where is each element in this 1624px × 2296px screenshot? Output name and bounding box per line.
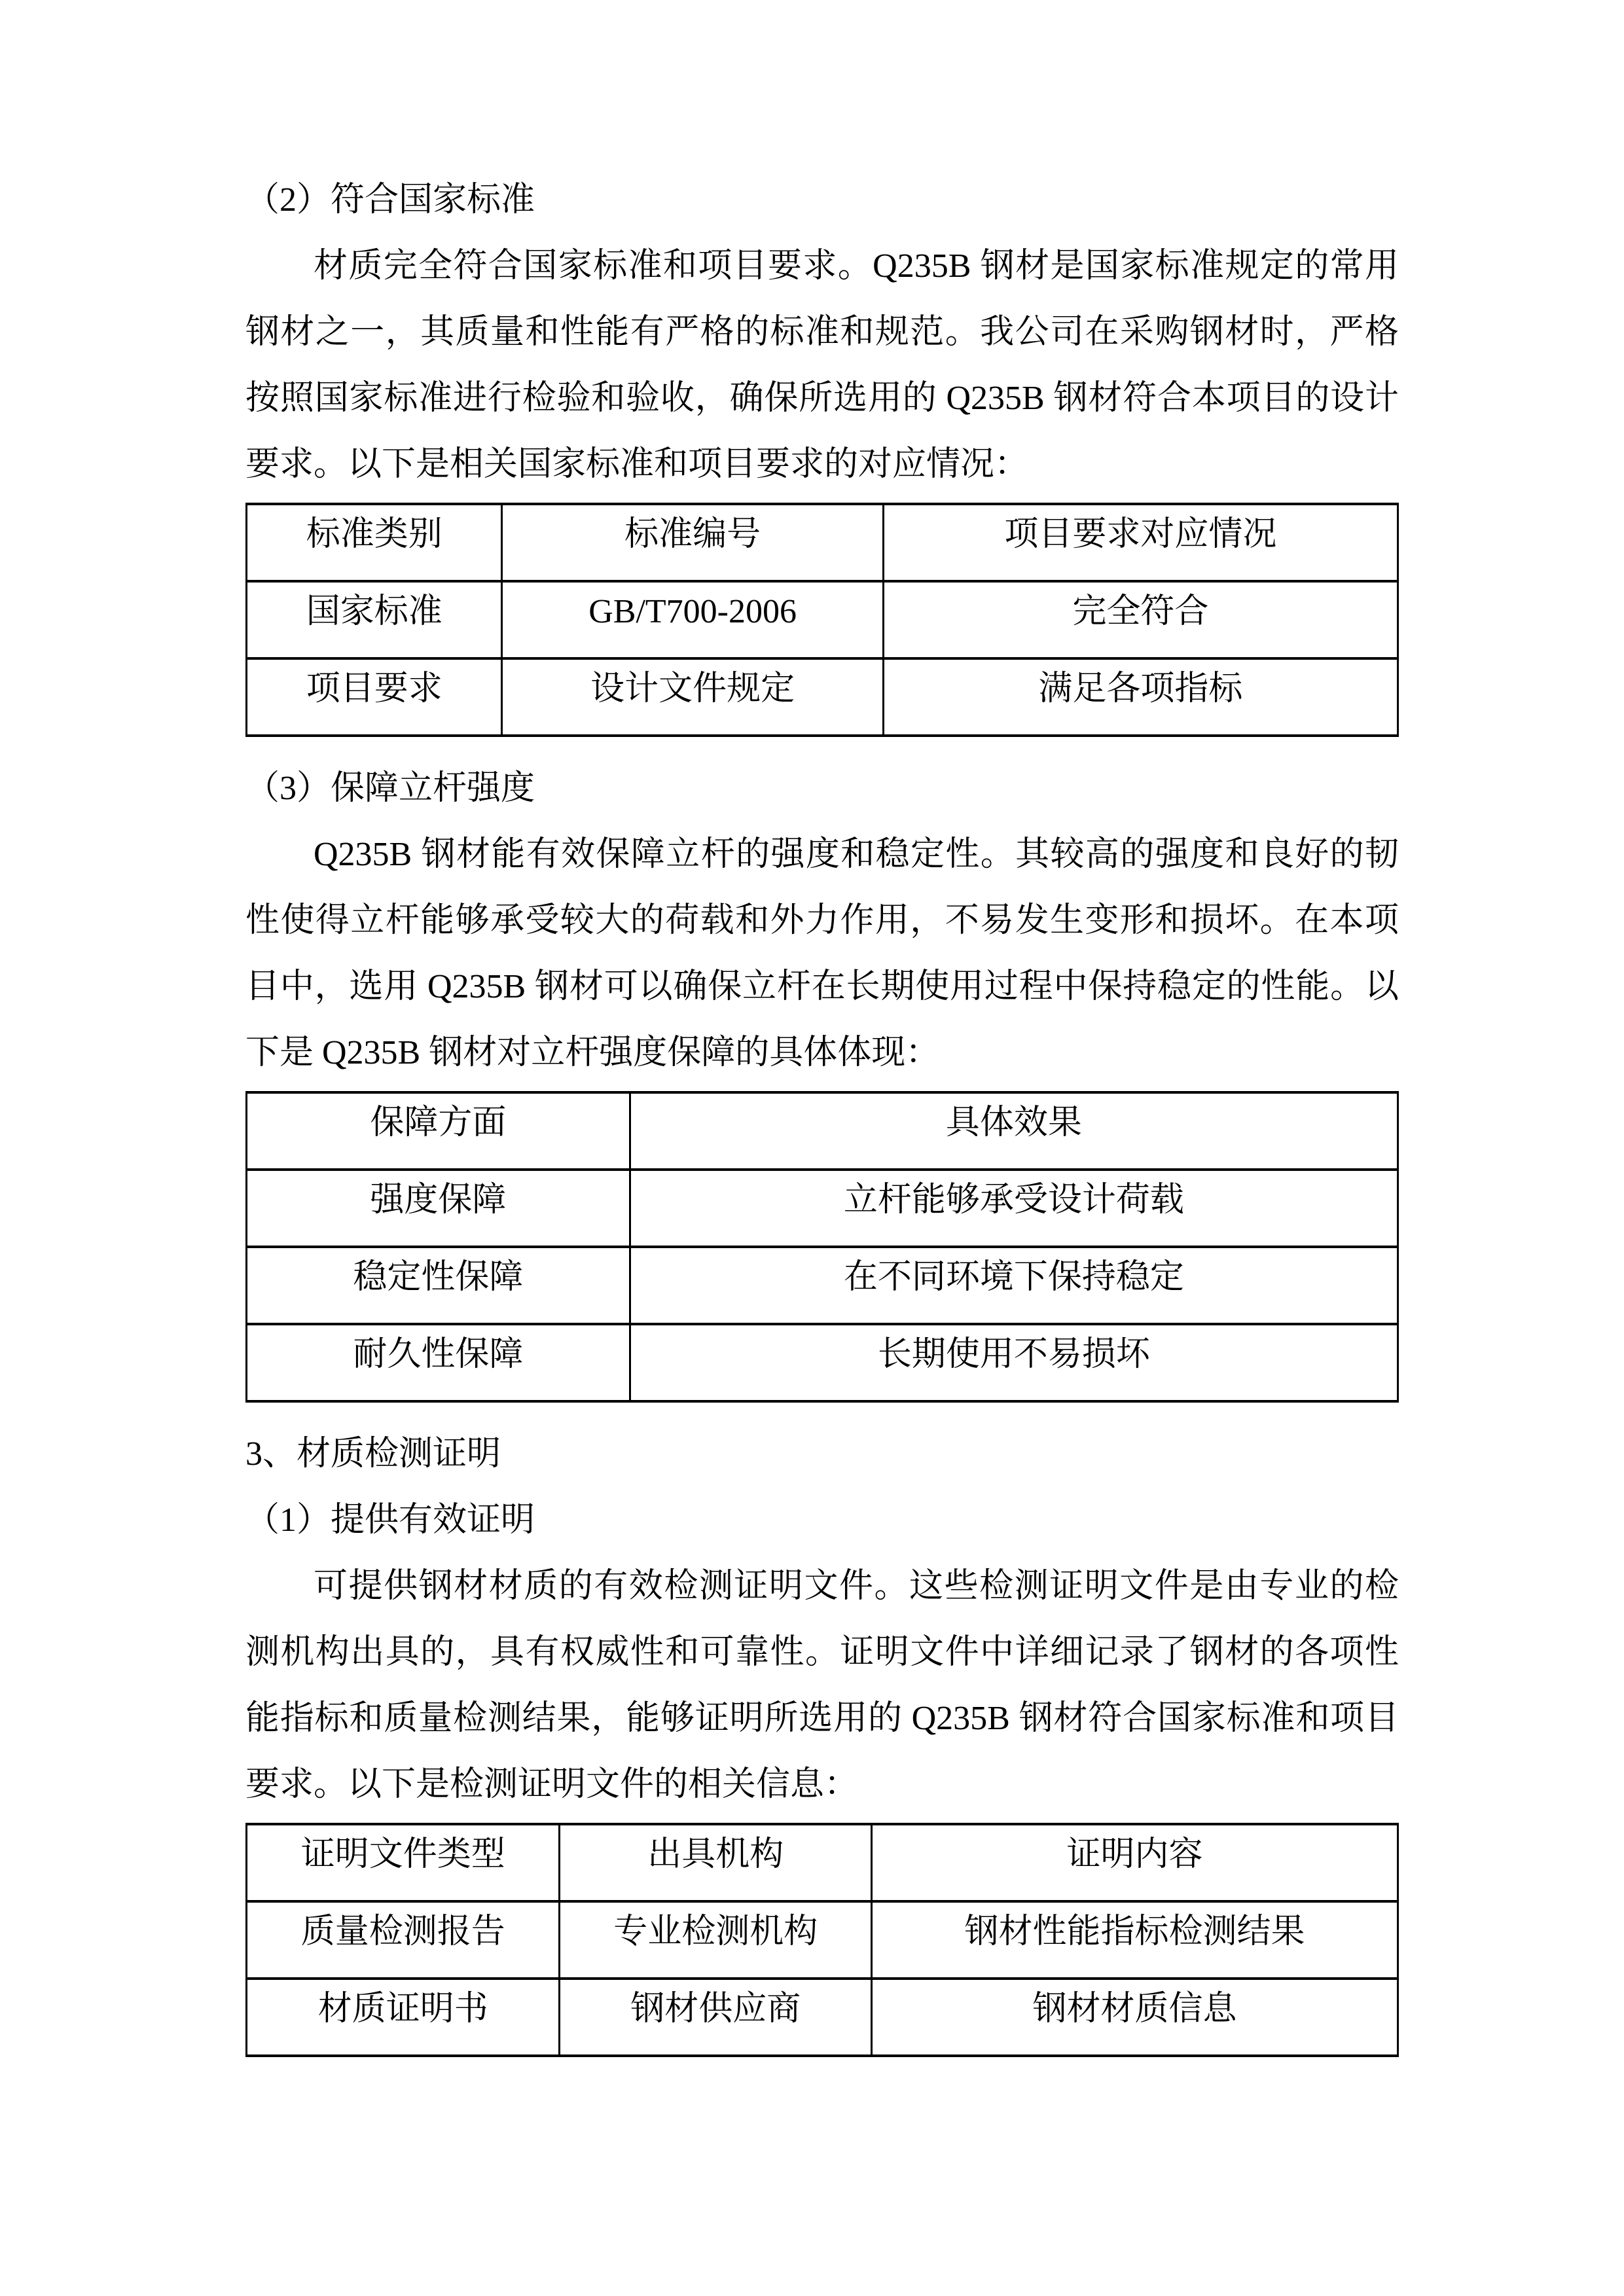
table-cell: 稳定性保障 xyxy=(247,1247,630,1324)
paragraph-national-standard: 材质完全符合国家标准和项目要求。Q235B 钢材是国家标准规定的常用钢材之一，其质量和性能有严格的标准和规范。我公司在采购钢材时，严格按照国家标准进行检验和验收，确保所选用的 Q235B 钢材符合本项目的设计要求。以下是相关国家标准和项目要求的对应情况： xyxy=(245,247,1399,483)
table-row xyxy=(247,1324,1398,1401)
table-cell: 材质证明书 xyxy=(247,1979,560,2056)
standards-compliance-table xyxy=(245,503,1399,737)
header-cell: 标准编号 xyxy=(502,504,883,581)
table-cell: 在不同环境下保持稳定 xyxy=(630,1247,1398,1324)
table-cell: 耐久性保障 xyxy=(247,1324,630,1401)
table-cell: 钢材性能指标检测结果 xyxy=(872,1901,1398,1979)
table-row xyxy=(247,658,1398,736)
header-cell: 证明文件类型 xyxy=(247,1824,560,1901)
table-cell: 国家标准 xyxy=(247,581,502,658)
table-cell: 专业检测机构 xyxy=(560,1901,872,1979)
paragraph-pole-strength: Q235B 钢材能有效保障立杆的强度和稳定性。其较高的强度和良好的韧性使得立杆能够承受较大的荷载和外力作用，不易发生变形和损坏。在本项目中，选用 Q235B 钢材可以确保立杆在长期使用过程中保持稳定的性能。以下是 Q235B 钢材对立杆强度保障的具体体现： xyxy=(245,836,1399,1071)
header-cell: 项目要求对应情况 xyxy=(883,504,1398,581)
table-row xyxy=(247,1901,1398,1979)
heading-material-certification: 3、材质检测证明 xyxy=(245,1435,501,1473)
table-cell: 钢材材质信息 xyxy=(872,1979,1398,2056)
table-cell: 钢材供应商 xyxy=(560,1979,872,2056)
table-cell: 立杆能够承受设计荷载 xyxy=(630,1170,1398,1247)
table-cell: GB/T700-2006 xyxy=(502,581,883,658)
heading-pole-strength: （3）保障立杆强度 xyxy=(245,770,535,807)
header-cell: 证明内容 xyxy=(872,1824,1398,1901)
table-cell: 强度保障 xyxy=(247,1170,630,1247)
certification-documents-table xyxy=(245,1823,1399,2057)
strength-assurance-table xyxy=(245,1091,1399,1403)
table-cell: 设计文件规定 xyxy=(502,658,883,736)
table-header-row xyxy=(247,1824,1398,1901)
table-row xyxy=(247,1170,1398,1247)
table-cell: 质量检测报告 xyxy=(247,1901,560,1979)
table-header-row xyxy=(247,504,1398,581)
table-row xyxy=(247,1979,1398,2056)
table-cell: 长期使用不易损坏 xyxy=(630,1324,1398,1401)
header-cell: 保障方面 xyxy=(247,1092,630,1170)
heading-national-standard: （2）符合国家标准 xyxy=(245,181,535,219)
header-cell: 出具机构 xyxy=(560,1824,872,1901)
header-cell: 标准类别 xyxy=(247,504,502,581)
heading-valid-proof: （1）提供有效证明 xyxy=(245,1501,535,1539)
table-cell: 满足各项指标 xyxy=(883,658,1398,736)
table-row xyxy=(247,1247,1398,1324)
paragraph-certification: 可提供钢材材质的有效检测证明文件。这些检测证明文件是由专业的检测机构出具的，具有权威性和可靠性。证明文件中详细记录了钢材的各项性能指标和质量检测结果，能够证明所选用的 Q235B 钢材符合国家标准和项目要求。以下是检测证明文件的相关信息： xyxy=(245,1568,1399,1803)
table-header-row xyxy=(247,1092,1398,1170)
table-row xyxy=(247,581,1398,658)
table-cell: 项目要求 xyxy=(247,658,502,736)
table-cell: 完全符合 xyxy=(883,581,1398,658)
header-cell: 具体效果 xyxy=(630,1092,1398,1170)
